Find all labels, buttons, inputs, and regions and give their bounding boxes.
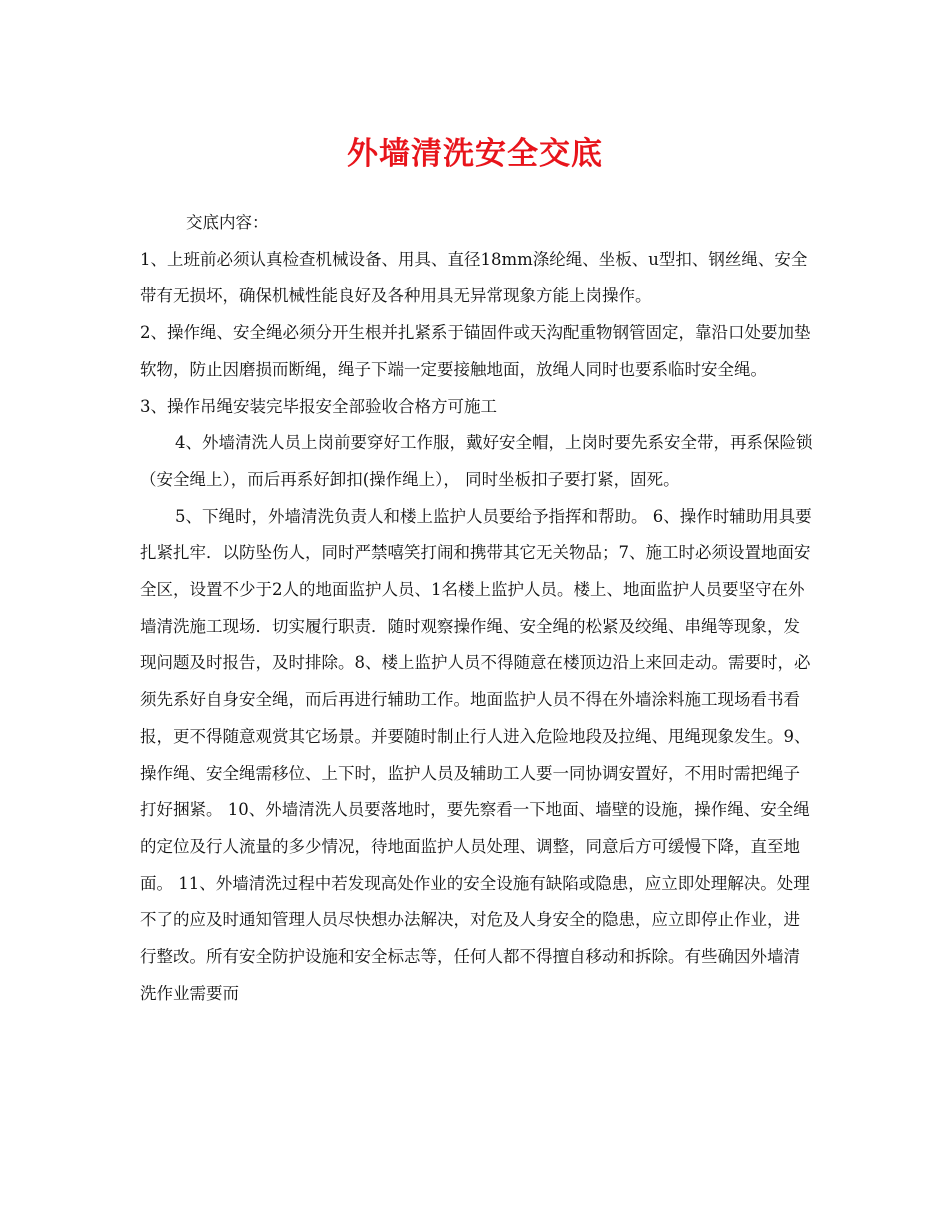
intro-label: 交底内容： xyxy=(186,213,269,232)
document-title: 外墙清洗安全交底 xyxy=(347,136,603,172)
paragraph-3: 3、操作吊绳安装完毕报安全部验收合格方可施工 xyxy=(140,396,497,416)
paragraph-4: 4、外墙清洗人员上岗前要穿好工作服，戴好安全帽，上岗时要先系安全带，再系保险锁（安全绳上），而后再系好卸扣(操作绳上）， 同时坐板扣子要打紧，固死。 xyxy=(140,433,813,489)
paragraph-2: 2、操作绳、安全绳必须分开生根并扎紧系于锚固件或天沟配重物钢管固定，靠沿口处要加垫软物，防止因磨损而断绳，绳子下端一定要接触地面，放绳人同时也要系临时安全绳。 xyxy=(140,323,811,379)
document-body xyxy=(140,205,816,1012)
paragraph-5: 5、下绳时，外墙清洗负责人和楼上监护人员要给予指挥和帮助。 6、操作时辅助用具要扎紧扎牢．以防坠伤人，同时严禁嘻笑打闹和携带其它无关物品；7、施工时必须设置地面安全区，设置不少于2人的地面监护人员、1名楼上监护人员。楼上、地面监护人员要坚守在外墙清洗施工现场．切实履行职责．随时观察操作绳、安全绳的松紧及绞绳、串绳等现象，发现问题及时报告，及时排除。8、楼上监护人员不得随意在楼顶边沿上来回走动。需要时，必须先系好自身安全绳，而后再进行辅助工作。地面监护人员不得在外墙涂料施工现场看书看报，更不得随意观赏其它场景。并要随时制止行人进入危险地段及拉绳、甩绳现象发生。9、操作绳、安全绳需移位、上下时，监护人员及辅助工人要一同协调安置好，不用时需把绳子打好捆紧。 10、外墙清洗人员要落地时，要先察看一下地面、墙壁的设施，操作绳、安全绳的定位及行人流量的多少情况，待地面监护人员处理、调整，同意后方可缓慢下降，直至地面。 11、外墙清洗过程中若发现高处作业的安全设施有缺陷或隐患，应立即处理解决。处理不了的应及时通知管理人员尽快想办法解决，对危及人身安全的隐患，应立即停止作业，进行整改。所有安全防护设施和安全标志等，任何人都不得擅自移动和拆除。有些确因外墙清洗作业需要而 xyxy=(140,506,812,1003)
paragraph-1: 1、上班前必须认真检查机械设备、用具、直径18mm涤纶绳、坐板、u型扣、钢丝绳、安全带有无损坏，确保机械性能良好及各种用具无异常现象方能上岗操作。 xyxy=(140,249,808,306)
